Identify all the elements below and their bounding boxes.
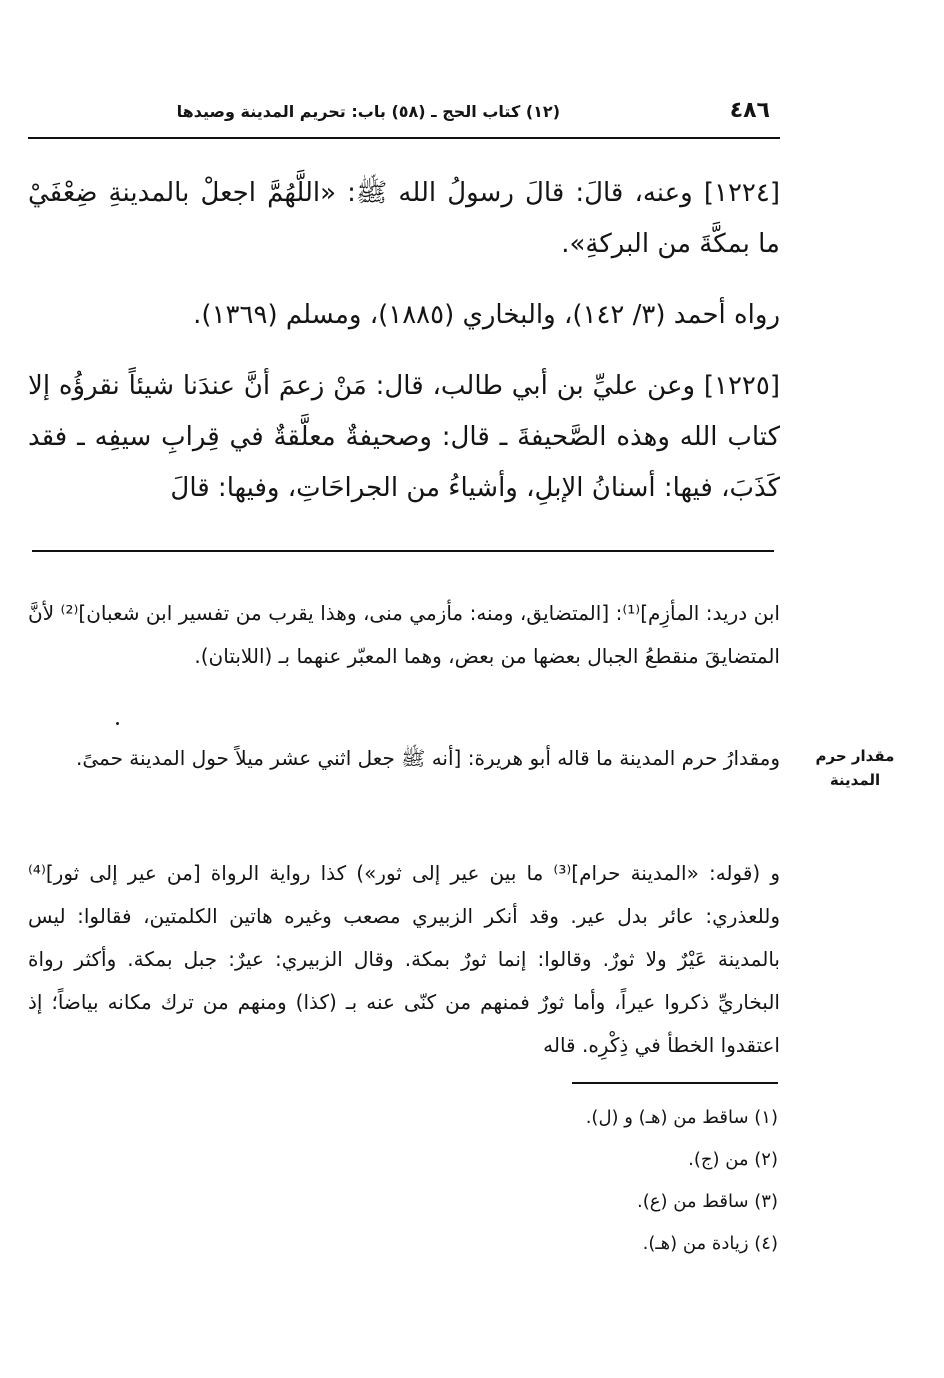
footnotes-list [278, 1097, 778, 1265]
hadith-1225-text: [١٢٢٥] وعن عليِّ بن أبي طالب، قال: مَنْ زعمَ أنَّ عندَنا شيئاً نقرؤُه إلا كتاب الله وهذه الصَّحيفةَ ـ قال: وصحيفةٌ معلَّقةٌ في قِرابِ سيفِه ـ فقد كَذَبَ، فيها: أسنانُ الإبلِ، وأشياءُ من الجراحَاتِ، وفيها: قالَ [28, 371, 780, 503]
commentary-paragraph-1: ابن دريد: المأزِم]⁽¹⁾: [المتضايق، ومنه: مأزمي منى، وهذا يقرب من تفسير ابن شعبان]⁽²⁾ لأنَّ المتضايقَ منقطعُ الجبال بعضها من بعض، وهما المعبّر عنهما بـ (اللابتان). [28, 601, 780, 668]
ink-speck [116, 722, 119, 725]
footnote-rule [572, 1082, 778, 1084]
hadith-1224-text: [١٢٢٤] وعنه، قالَ: قالَ رسولُ الله ﷺ: «اللَّهُمَّ اجعلْ بالمدينةِ ضِعْفَيْ ما بمكَّةَ من البركةِ». [28, 178, 780, 259]
footnote: (٢) من (ج). [688, 1149, 778, 1170]
running-head: (١٢) كتاب الحج ـ (٥٨) باب: تحريم المدينة وصيدها [176, 102, 560, 121]
commentary-paragraph-2: ومقدارُ حرم المدينة ما قاله أبو هريرة: [أنه ﷺ جعل اثني عشر ميلاً حول المدينة حمىً. [75, 746, 780, 770]
hadith-1224-source: رواه أحمد (٣/ ١٤٢)، والبخاري (١٨٨٥)، ومسلم (١٣٦٩). [193, 300, 780, 330]
footnote: (١) ساقط من (هـ) و (ل). [585, 1107, 778, 1128]
section-divider [32, 550, 774, 552]
page-header [28, 98, 780, 134]
page-number: ٤٨٦ [729, 98, 770, 123]
margin-note-line-2: المدينة [829, 771, 881, 789]
margin-note-line-1: مقدار حرم [815, 747, 895, 765]
header-rule [28, 137, 780, 139]
footnote: (٣) ساقط من (ع). [637, 1191, 778, 1212]
margin-note [800, 744, 910, 792]
footnote: (٤) زيادة من (هـ). [642, 1233, 778, 1254]
commentary-paragraph-3: و (قوله: «المدينة حرام]⁽³⁾ ما بين عير إلى ثور») كذا رواية الرواة [من عير إلى ثور]⁽⁴⁾ وللعذري: عائر بدل عير. وقد أنكر الزبيري مصعب وغيره هاتين الكلمتين، فقالوا: ليس بالمدينة عَيْرٌ ولا ثورٌ. وقالوا: إنما ثورٌ بمكة. وقال الزبيري: عيرٌ: جبل بمكة. وأكثر رواة البخاريِّ ذكروا عيراً، وأما ثورٌ فمنهم من كنّى عنه بـ (كذا) ومنهم من ترك مكانه بياضاً؛ إذ اعتقدوا الخطأ في ذِكْرِه. قاله [28, 861, 780, 1057]
